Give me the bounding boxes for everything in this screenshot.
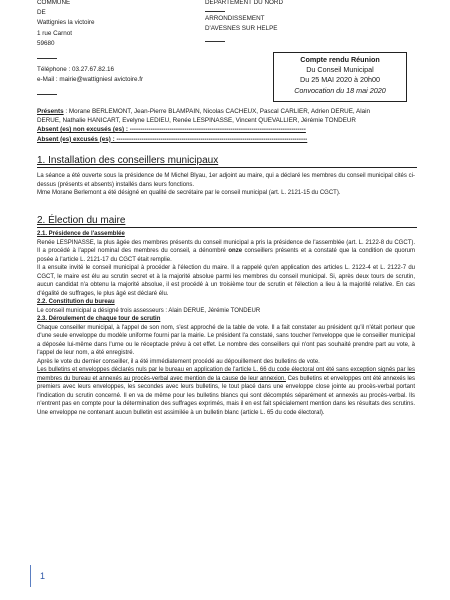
section-2-title: 2. Élection du maire <box>37 215 126 226</box>
paragraph-text: Les bulletins et enveloppes déclarés nuls par le bureau en application de l'article L. 66 du code électoral ont été sans exception signés par les membres du bureau et annexés au procès-verbal avec mention de la cause de leur annexion. <box>37 367 415 382</box>
footer-accent-bar <box>30 565 31 587</box>
page-number: 1 <box>40 571 46 581</box>
paragraph: Mme Morane Berlemont a été désigné en qualité de secrétaire par le conseil municipal (art. L. 2121-15 du CGCT). <box>37 190 341 196</box>
town-name: Wattignies la victoire <box>37 19 95 27</box>
arrondissement-name: D'AVESNES SUR HELPE <box>205 25 278 33</box>
presents-line-1 <box>37 107 415 116</box>
presents-label: Présents <box>37 108 64 115</box>
report-title: Compte rendu Réunion <box>300 55 380 64</box>
department-label: DÉPARTEMENT DU NORD <box>205 0 284 6</box>
street-address: 1 rue Carnot <box>37 29 73 37</box>
present-count: onze <box>228 248 243 254</box>
paragraph: La séance a été ouverte sous la présidence de M Michel Blyau, 1er adjoint au maire, qui a déclaré les membres du conseil municipal cités ci-dessus (présents et absents) installés dans leurs fonctions. <box>37 173 415 188</box>
section-1-body <box>37 172 415 198</box>
paragraph <box>37 239 415 265</box>
meeting-date: Du 25 MAI 2020 à 20h00 <box>300 75 380 85</box>
paragraph-text: Renée LESPINASSE, la plus âgée des membres présents du conseil municipal a pris la présidence de l'assemblée (art. L. 2122-8 du CGCT). Il a procédé à l'appel nominal des membres du conseil, a dénombré <box>37 239 415 254</box>
presents-names: : Morane BERLEMONT, Jean-Pierre BLAMPAIN, Nicolas CACHEUX, Pascal CARLIER, Adrien DERUE, Alain <box>63 108 371 115</box>
paragraph <box>37 366 415 417</box>
phone-number: Téléphone : 03.27.67.82.16 <box>37 66 115 74</box>
header-divider <box>37 58 57 59</box>
department-header <box>205 0 283 42</box>
arrondissement-label: ARRONDISSEMENT <box>205 15 265 23</box>
paragraph: Le conseil municipal a désigné trois assesseurs : Alain DERUE, Jérémie TONDEUR <box>37 307 261 314</box>
attendance-block <box>37 107 415 144</box>
paragraph-text: Ces bulletins et enveloppes ont été annexés les premiers avec leurs enveloppes, les secondes avec leurs bulletins, le tout placé dans une enveloppe close jointe au procès-verbal portant l'indication du scrutin concerné. Il en va de même pour les bulletins blancs qui sont décomptés séparément et annexés au procès-verbal. Ils n'entrent pas en compte pour la détermination des suffrages exprimés, mais il en est fait spécialement mention dans les résultats des scrutins. Une enveloppe ne contenant aucun bulletin est assimilée à un bulletin blanc (article L. 65 du code électoral). <box>37 375 415 416</box>
subsection-heading: 2.1. Présidence de l'assemblée <box>37 231 125 237</box>
section-1-title: 1. Installation des conseillers municipaux <box>37 155 219 166</box>
header-divider <box>205 41 225 42</box>
subsection-heading: 2.3. Déroulement de chaque tour de scrutin <box>37 316 161 322</box>
paragraph: Chaque conseiller municipal, à l'appel de son nom, s'est approché de la table de vote. Il a fait constater au président qu'il n'était porteur que d'une seule enveloppe du modèle uniforme fourni par la mairie. Le président l'a constaté, sans toucher l'enveloppe que le conseiller municipal a déposée lui-même dans l'urne ou le réceptacle prévu à cet effet. Le nombre des conseillers qui n'ont pas souhaité prendre part au vote, à l'appel de leur nom, a été enregistré. <box>37 324 415 356</box>
report-title-box <box>273 52 407 102</box>
convocation-date: Convocation du 18 mai 2020 <box>294 85 386 95</box>
section-1-heading <box>37 155 417 168</box>
presents-line-2: DERUE, Nathalie HANICART, Evelyne LEDIEU, Renée LESPINASSE, Vincent QUEVALLIER, Jérémie TONDEUR <box>37 117 356 125</box>
section-2-heading <box>37 215 417 228</box>
commune-label: COMMUNE <box>37 0 71 6</box>
postcode: 59680 <box>37 39 55 47</box>
section-2-body <box>37 230 415 417</box>
absent-excused: Absent (es) excusés (es) : ------------------------------------------------------------------------------------------- <box>37 135 308 143</box>
header-divider <box>205 11 225 12</box>
report-subtitle: Du Conseil Municipal <box>306 65 374 75</box>
de-label: DE <box>37 9 46 17</box>
paragraph: Après le vote du dernier conseiller, il a été immédiatement procédé au dépouillement des bulletins de vote. <box>37 358 320 365</box>
paragraph-text: conseillers présents et a constaté que la condition de quorum posée à l'article L. 2121-17 du CGCT était remplie. <box>37 248 415 263</box>
email-address: e-Mail : mairie@wattigniesl avictoire.fr <box>37 76 144 84</box>
municipality-header <box>37 0 143 101</box>
subsection-heading: 2.2. Constitution du bureau <box>37 299 115 305</box>
header-divider <box>37 94 57 95</box>
paragraph: Il a ensuite invité le conseil municipal à procéder à l'élection du maire. Il a rappelé qu'en application des articles L. 2122-4 et L. 2122-7 du CGCT, le maire est élu au scrutin secret et à la majorité absolue parmi les membres du conseil municipal. Si, après deux tours de scrutin, aucun candidat n'a obtenu la majorité absolue, il est procédé à un troisième tour de scrutin et l'élection a lieu à la majorité relative. En cas d'égalité de suffrages, le plus âgé est déclaré élu. <box>37 265 415 297</box>
absent-not-excused: Absent (es) non excusés (es) : ------------------------------------------------------------------------------------ <box>37 126 306 134</box>
